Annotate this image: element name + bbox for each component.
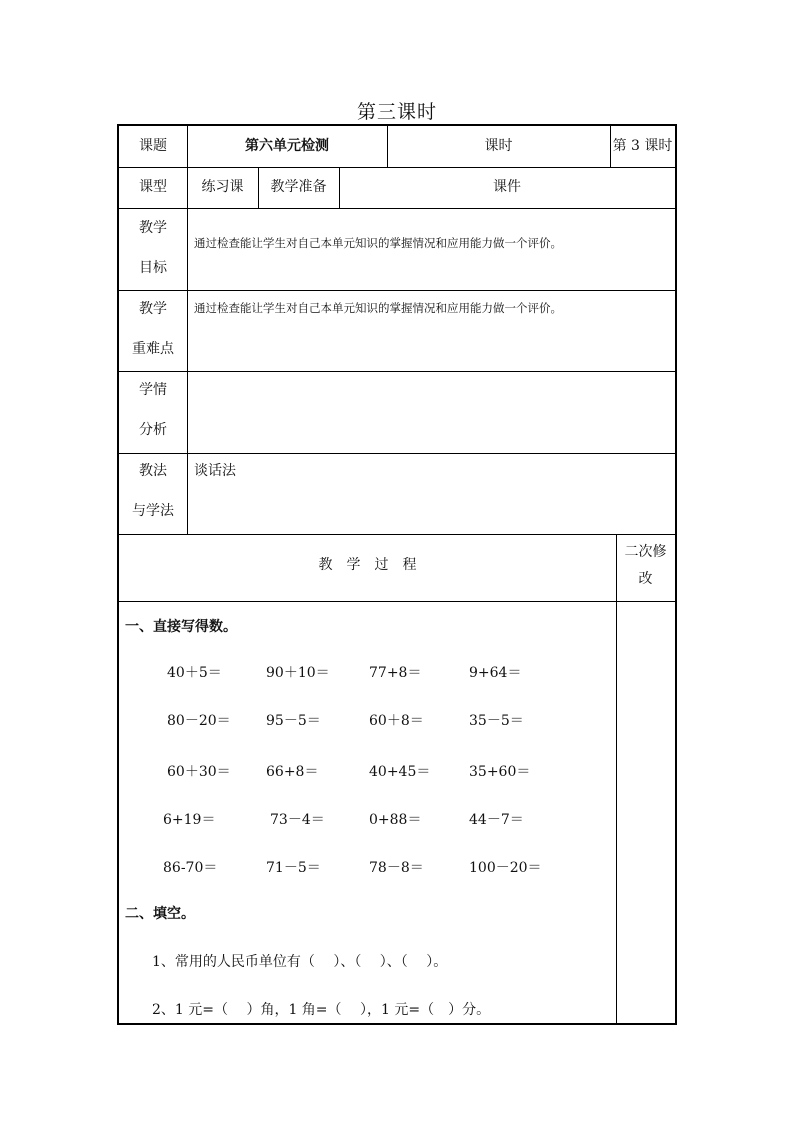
math-problem: 35+60＝ <box>469 764 531 780</box>
math-problem: 95－5＝ <box>266 713 321 729</box>
revise-label: 改 <box>638 571 653 587</box>
type-label: 课型 <box>139 179 167 195</box>
section-heading: 二、填空。 <box>125 906 195 922</box>
math-problem: 60＋30＝ <box>167 764 231 780</box>
lesson-plan-table <box>117 124 677 1025</box>
prep-value: 课件 <box>493 179 521 195</box>
math-problem: 35－5＝ <box>469 713 524 729</box>
key-label: 教学 <box>139 301 167 317</box>
period-value: 第 3 课时 <box>612 138 673 154</box>
goal-label: 教学 <box>139 220 167 236</box>
math-problem: 44－7＝ <box>469 812 524 828</box>
math-problem: 40+45＝ <box>369 764 431 780</box>
key-label: 重难点 <box>132 341 174 357</box>
process-heading: 教 学 过 程 <box>318 557 417 573</box>
key-text: 通过检查能让学生对自己本单元知识的掌握情况和应用能力做一个评价。 <box>194 301 562 315</box>
table-rule <box>119 534 675 535</box>
math-problem: 6+19＝ <box>163 812 216 828</box>
type-value: 练习课 <box>201 179 244 195</box>
method-label: 教法 <box>139 463 167 479</box>
table-rule <box>119 208 675 209</box>
method-label: 与学法 <box>132 503 174 519</box>
table-rule <box>119 453 675 454</box>
topic-label: 课题 <box>139 138 167 154</box>
fill-blank-question: 1、常用的人民币单位有（ ）、（ ）、（ ）。 <box>152 954 448 970</box>
fill-blank-question: 2、1 元=（ ）角，1 角=（ ），1 元=（ ）分。 <box>152 1002 491 1018</box>
math-problem: 78－8＝ <box>369 860 424 876</box>
method-text: 谈话法 <box>194 463 236 479</box>
page-title: 第三课时 <box>356 101 437 123</box>
topic-value: 第六单元检测 <box>245 138 329 154</box>
math-problem: 80－20＝ <box>167 713 231 729</box>
table-rule <box>119 601 675 602</box>
math-problem: 90＋10＝ <box>266 665 330 681</box>
math-problem: 9+64＝ <box>469 665 522 681</box>
math-problem: 73－4＝ <box>270 812 325 828</box>
period-label: 课时 <box>484 138 513 154</box>
math-problem: 100－20＝ <box>469 860 542 876</box>
analysis-label: 学情 <box>139 382 167 398</box>
table-rule <box>616 534 617 1023</box>
revise-label: 二次修 <box>624 544 667 560</box>
math-problem: 66+8＝ <box>266 764 319 780</box>
math-problem: 40＋5＝ <box>167 665 222 681</box>
math-problem: 77+8＝ <box>369 665 422 681</box>
goal-label: 目标 <box>139 260 167 276</box>
analysis-label: 分析 <box>139 422 167 438</box>
math-problem: 60＋8＝ <box>369 713 424 729</box>
table-rule <box>119 371 675 372</box>
table-rule <box>119 290 675 291</box>
goal-text: 通过检查能让学生对自己本单元知识的掌握情况和应用能力做一个评价。 <box>194 236 562 250</box>
prep-label: 教学准备 <box>270 179 327 195</box>
math-problem: 71－5＝ <box>266 860 321 876</box>
section-heading: 一、直接写得数。 <box>125 619 237 635</box>
table-rule <box>119 167 675 168</box>
math-problem: 0+88＝ <box>369 812 422 828</box>
math-problem: 86-70＝ <box>163 860 218 876</box>
